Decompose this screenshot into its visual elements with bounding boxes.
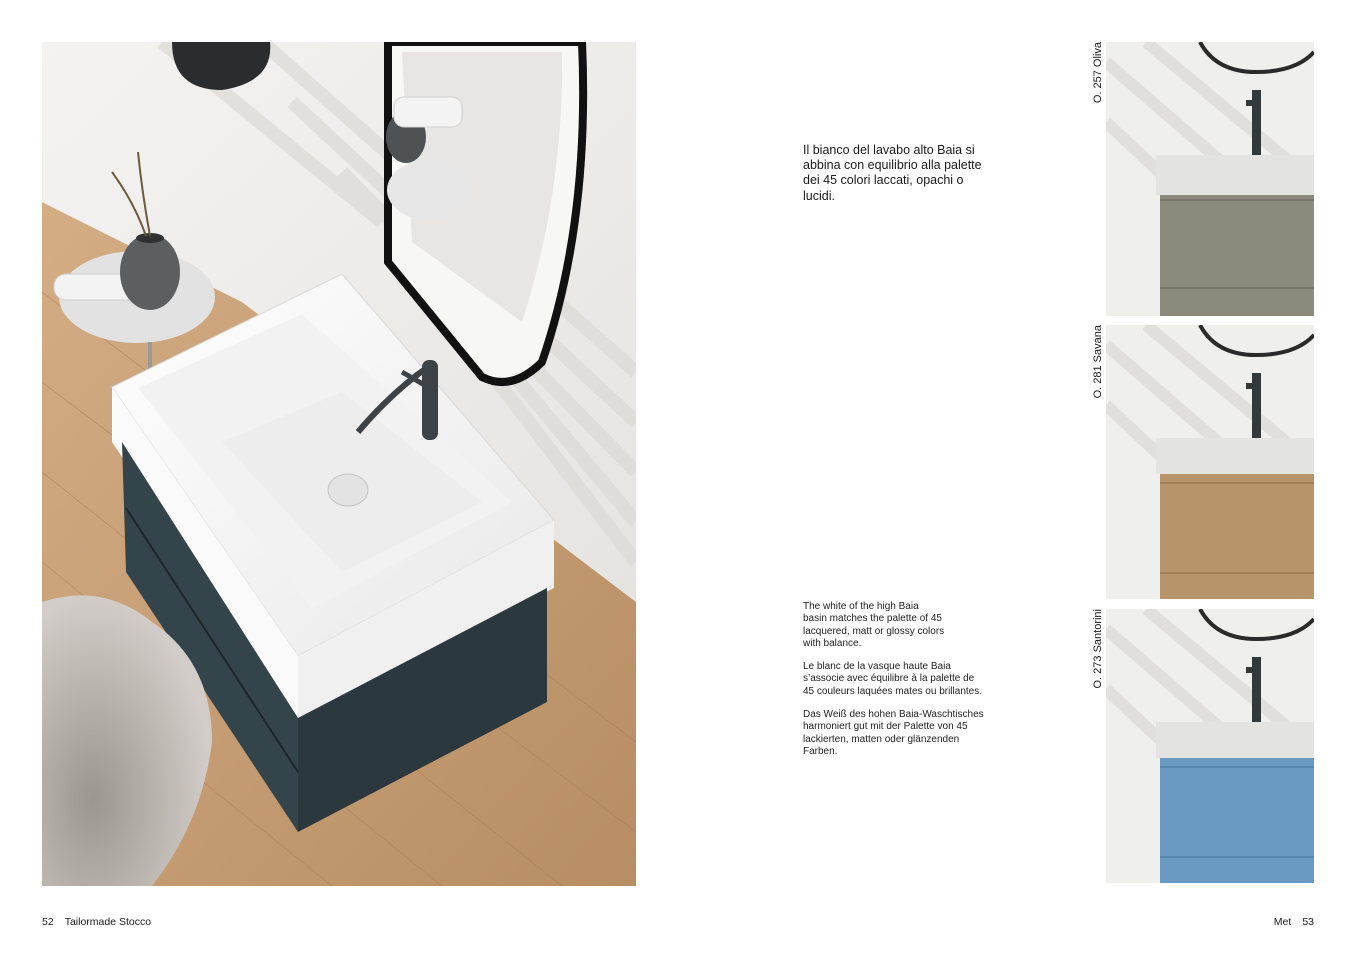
cabinet-swatch-oliva <box>1106 42 1314 316</box>
swatch-label-oliva: O. 257 Oliva <box>1092 42 1104 104</box>
swatch-image-oliva <box>1106 42 1314 316</box>
description-german: Das Weiß des hohen Baia-Waschtisches harmoniert gut mit der Palette von 45 lackierten, matten oder glänzenden Farben. <box>803 709 984 757</box>
footer-left-title: Tailormade Stocco <box>64 916 152 928</box>
swatch-image-savana <box>1106 325 1314 599</box>
footer-left <box>42 916 151 928</box>
cabinet-swatch-savana <box>1106 325 1314 599</box>
footer-right <box>1274 916 1314 928</box>
swatch-image-santorini <box>1106 609 1314 883</box>
description-english: The white of the high Baia basin matches the palette of 45 lacquered, matt or glossy colors with balance. <box>803 601 945 649</box>
page-number-left: 52 <box>42 916 54 928</box>
description-block <box>803 601 993 769</box>
swatch-label-savana: O. 281 Savana <box>1092 325 1104 399</box>
cabinet-front <box>1160 195 1314 316</box>
page-number-right: 53 <box>1302 916 1314 928</box>
cabinet-swatch-santorini <box>1106 609 1314 883</box>
hero-photo <box>42 42 636 886</box>
swatch-label-santorini: O. 273 Santorini <box>1092 609 1104 689</box>
cabinet-front <box>1160 758 1314 883</box>
description-french: Le blanc de la vasque haute Baia s’associe avec équilibre à la palette de 45 couleurs laquées mates ou brillantes. <box>803 661 982 697</box>
footer-right-title: Met <box>1273 916 1292 928</box>
cabinet-front <box>1160 474 1314 599</box>
bathroom-vanity-image <box>42 42 636 886</box>
intro-paragraph: Il bianco del lavabo alto Baia si abbina con equilibrio alla palette dei 45 colori laccati, opachi o lucidi. <box>803 143 982 203</box>
